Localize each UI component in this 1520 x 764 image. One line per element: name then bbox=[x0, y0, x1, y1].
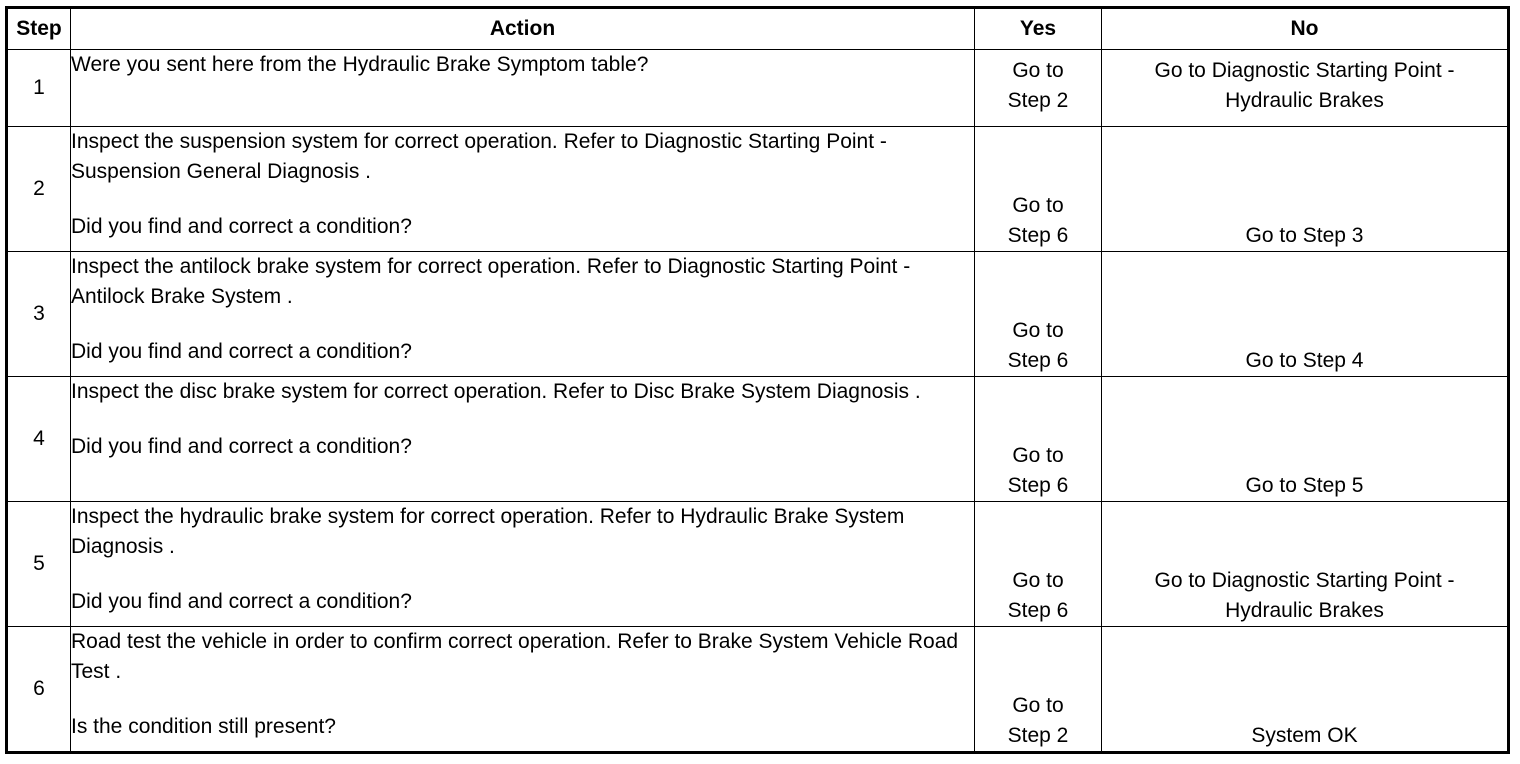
action-cell bbox=[71, 377, 975, 502]
no-cell bbox=[1102, 50, 1509, 127]
yes-text-line1: Go to bbox=[1012, 194, 1064, 217]
step-number: 5 bbox=[7, 502, 71, 627]
action-text: Inspect the hydraulic brake system for correct operation. Refer to Hydraulic Brake System Diagnosis . bbox=[71, 505, 905, 558]
action-text: Were you sent here from the Hydraulic Brake Symptom table? bbox=[71, 53, 649, 76]
no-cell bbox=[1102, 127, 1509, 252]
table-row bbox=[7, 502, 1509, 627]
yes-text-line1: Go to bbox=[1012, 319, 1064, 342]
step-number: 2 bbox=[7, 127, 71, 252]
no-text-line2: Hydraulic Brakes bbox=[1225, 89, 1384, 112]
yes-text-line2: Step 6 bbox=[1007, 349, 1069, 372]
yes-cell bbox=[975, 502, 1102, 627]
yes-cell bbox=[975, 50, 1102, 127]
yes-text-line1: Go to bbox=[1012, 59, 1064, 82]
yes-text-line2: Step 6 bbox=[1007, 224, 1069, 247]
action-cell bbox=[71, 252, 975, 377]
action-text: Inspect the antilock brake system for correct operation. Refer to Diagnostic Starting Point - Antilock Brake System . bbox=[71, 255, 911, 308]
step-number: 4 bbox=[7, 377, 71, 502]
yes-cell bbox=[975, 627, 1102, 753]
action-question: Did you find and correct a condition? bbox=[71, 215, 412, 238]
yes-text-line2: Step 2 bbox=[1007, 89, 1069, 112]
action-text: Road test the vehicle in order to confirm correct operation. Refer to Brake System Vehicle Road Test . bbox=[71, 630, 959, 683]
no-text: Go to Step 3 bbox=[1245, 224, 1364, 247]
header-no: No bbox=[1102, 8, 1509, 50]
action-cell bbox=[71, 127, 975, 252]
step-number: 1 bbox=[7, 50, 71, 127]
no-cell bbox=[1102, 252, 1509, 377]
no-cell bbox=[1102, 627, 1509, 753]
step-number: 3 bbox=[7, 252, 71, 377]
action-text: Inspect the suspension system for correct operation. Refer to Diagnostic Starting Point - Suspension General Diagnosis . bbox=[71, 130, 887, 183]
no-cell bbox=[1102, 377, 1509, 502]
table-row bbox=[7, 50, 1509, 127]
header-yes: Yes bbox=[975, 8, 1102, 50]
table-row bbox=[7, 252, 1509, 377]
yes-cell bbox=[975, 127, 1102, 252]
step-number: 6 bbox=[7, 627, 71, 753]
yes-cell bbox=[975, 252, 1102, 377]
table-row bbox=[7, 627, 1509, 753]
action-cell bbox=[71, 50, 975, 127]
action-question: Did you find and correct a condition? bbox=[71, 590, 412, 613]
yes-text-line1: Go to bbox=[1012, 444, 1064, 467]
no-text: System OK bbox=[1251, 724, 1358, 747]
no-text-line1: Go to Diagnostic Starting Point - bbox=[1154, 59, 1455, 82]
table-row bbox=[7, 127, 1509, 252]
yes-cell bbox=[975, 377, 1102, 502]
action-cell bbox=[71, 502, 975, 627]
table-row bbox=[7, 377, 1509, 502]
action-text: Inspect the disc brake system for correct operation. Refer to Disc Brake System Diagnosis . bbox=[71, 380, 921, 403]
header-action: Action bbox=[71, 8, 975, 50]
no-text-line1: Go to Diagnostic Starting Point - bbox=[1154, 569, 1455, 592]
yes-text-line2: Step 6 bbox=[1007, 474, 1069, 497]
action-cell bbox=[71, 627, 975, 753]
table-header-row bbox=[7, 8, 1509, 50]
no-text: Go to Step 5 bbox=[1245, 474, 1364, 497]
yes-text-line1: Go to bbox=[1012, 694, 1064, 717]
header-step: Step bbox=[7, 8, 71, 50]
no-text: Go to Step 4 bbox=[1245, 349, 1364, 372]
action-question: Did you find and correct a condition? bbox=[71, 340, 412, 363]
action-question: Is the condition still present? bbox=[71, 715, 336, 738]
yes-text-line2: Step 2 bbox=[1007, 724, 1069, 747]
no-text-line2: Hydraulic Brakes bbox=[1225, 599, 1384, 622]
yes-text-line1: Go to bbox=[1012, 569, 1064, 592]
no-cell bbox=[1102, 502, 1509, 627]
action-question: Did you find and correct a condition? bbox=[71, 435, 412, 458]
diagnostic-table bbox=[5, 6, 1510, 754]
yes-text-line2: Step 6 bbox=[1007, 599, 1069, 622]
